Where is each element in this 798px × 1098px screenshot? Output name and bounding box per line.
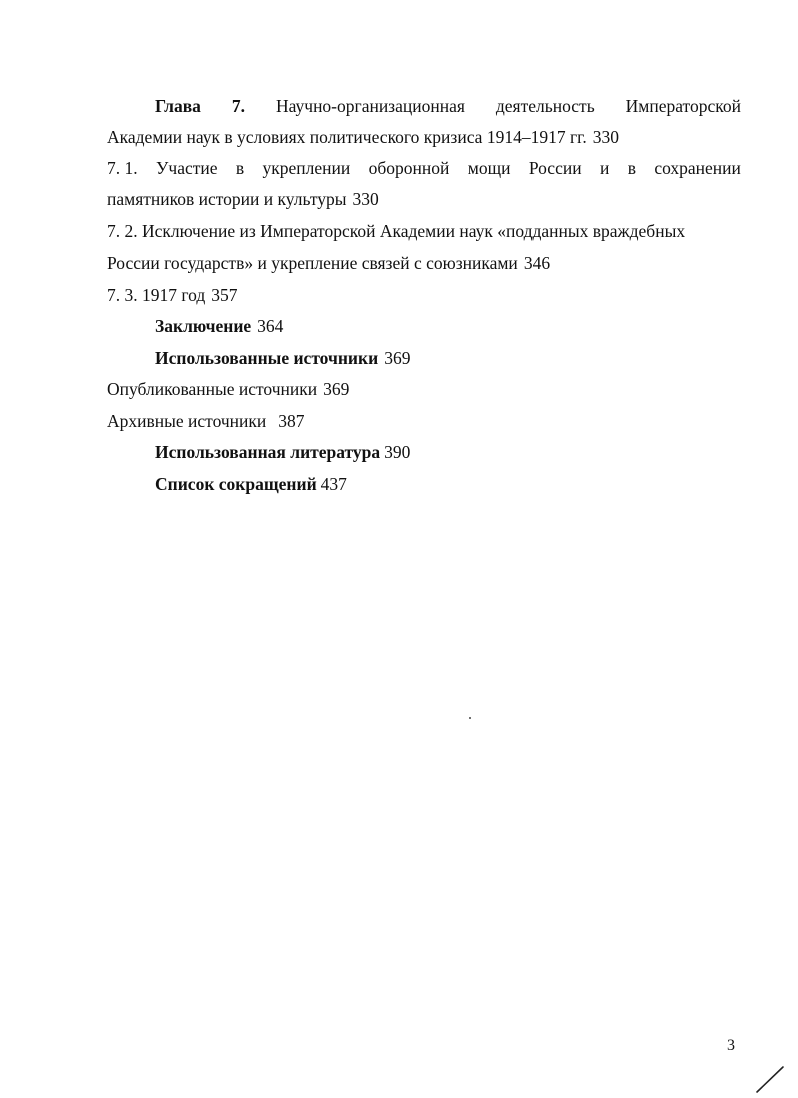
page-ref: 364 [257,316,284,336]
entry-title: Опубликованные источники [107,379,318,399]
page-ref: 330 [592,127,619,147]
toc-abbreviations [155,473,741,495]
section-title: 7. 3. 1917 год [107,285,206,305]
page-number: 3 [727,1037,735,1054]
entry-title: Заключение [155,316,252,336]
toc-section-7-1-line2 [107,188,741,210]
page-ref: 357 [211,285,238,305]
section-word: России [528,158,582,178]
page-ref: 437 [320,474,347,494]
page-ref: 387 [278,411,305,431]
entry-title: Использованные источники [155,348,379,368]
toc-section-7-3 [107,284,741,306]
toc-archive-sources [107,410,741,432]
section-title-continuation: России государств» и укрепление связей с союзниками [107,253,518,273]
toc-chapter-7-line2 [107,126,741,148]
toc-section-7-1-line1 [107,157,741,179]
toc-section-7-2-line2 [107,252,741,274]
page-ref: 369 [323,379,350,399]
page-ref: 346 [523,253,551,273]
scan-speck [469,717,471,719]
section-word: оборонной [368,158,450,178]
chapter-title-continuation: Академии наук в условиях политического кризиса 1914–1917 гг. [107,127,587,147]
chapter-title-word: деятельность [495,96,595,116]
chapter-number: 7. [231,96,246,116]
section-word: и [599,158,610,178]
section-title: 7. 2. Исключение из Императорской Академии наук «подданных враждебных [107,221,686,241]
section-word: укреплении [262,158,351,178]
section-title-continuation: памятников истории и культуры [107,189,347,209]
pen-stroke-mark [755,1064,785,1094]
section-word: Участие [156,158,218,178]
toc-literature [155,441,741,463]
toc-published-sources [107,378,741,400]
section-word: мощи [467,158,511,178]
entry-title: Список сокращений [155,474,317,494]
section-word: 7. 1. [107,158,138,178]
toc-sources [155,347,741,369]
toc-section-7-2-line1 [107,220,741,242]
page-ref: 369 [384,348,411,368]
toc-conclusion [155,315,741,337]
entry-title: Использованная литература [155,442,381,462]
toc-chapter-7-line1 [155,95,741,117]
page-ref: 390 [384,442,411,462]
section-word: в [627,158,636,178]
section-word: в [235,158,245,178]
chapter-label: Глава [155,96,201,116]
section-word: сохранении [654,158,741,178]
chapter-title-word: Научно-организационная [276,96,465,116]
entry-title: Архивные источники [107,411,267,431]
page-ref: 330 [352,189,379,209]
chapter-title-word: Императорской [625,96,741,116]
